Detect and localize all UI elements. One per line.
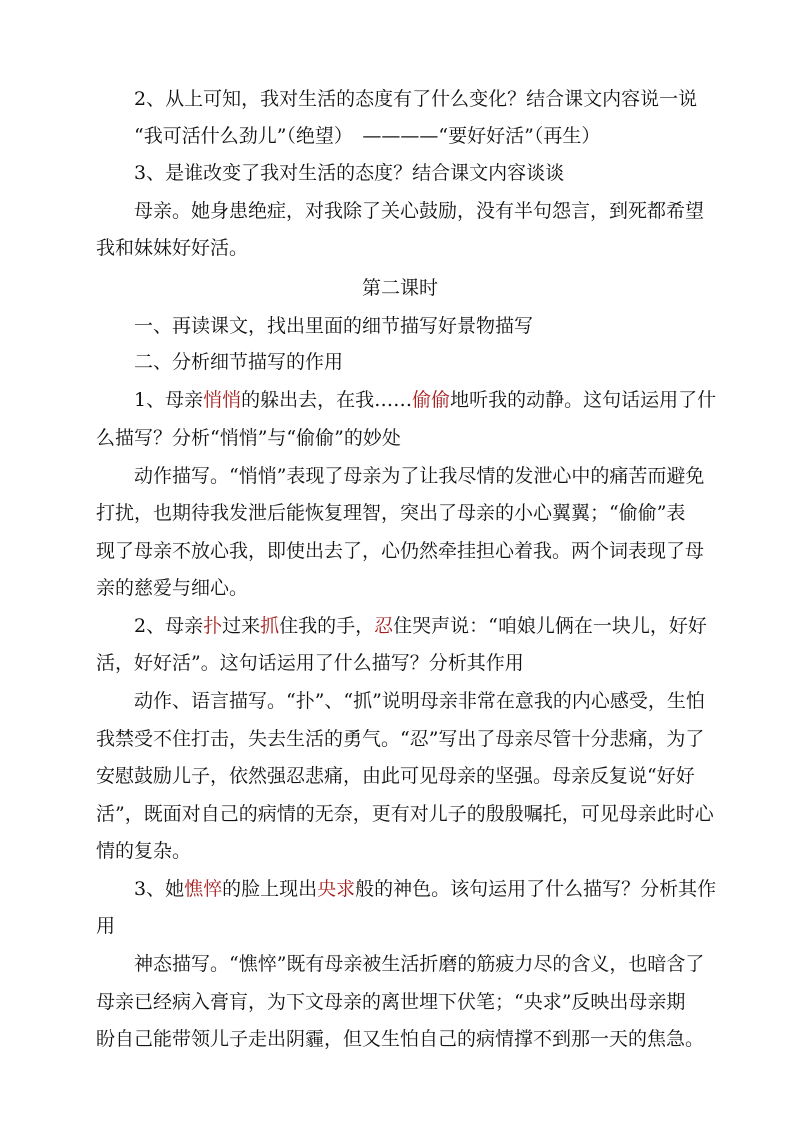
text-segment: 2、母亲 (134, 615, 204, 637)
text-line (96, 573, 248, 603)
text-segment: 母亲已经病入膏肓，为下文母亲的离世埋下伏笔；“央求”反映出母亲期 (96, 991, 686, 1013)
text-segment: 地听我的动静。这句话运用了什 (450, 389, 717, 411)
text-segment: 现了母亲不放心我，即使出去了，心仍然牵挂担心着我。两个词表现了母 (96, 540, 705, 562)
text-line (96, 196, 704, 226)
text-segment: 我和妹妹好好活。 (96, 237, 249, 259)
text-segment: 母亲。她身患绝症，对我除了关心鼓励，没有半句怨言，到死都希望 (134, 200, 705, 222)
text-segment: 3、是谁改变了我对生活的态度？结合课文内容谈谈 (134, 162, 565, 184)
text-segment: 二、分析细节描写的作用 (134, 351, 344, 373)
text-segment: 活，好好活”。这句话运用了什么描写？分析其作用 (96, 652, 524, 674)
text-line (96, 461, 704, 491)
text-segment: 般的神色。该句运用了什么描写？分析其作 (355, 878, 717, 900)
text-segment: 住哭声说：“咱娘儿俩在一块儿，好好 (393, 615, 707, 637)
highlighted-word: 悄悄 (203, 389, 242, 411)
text-line (96, 987, 685, 1017)
text-segment: 情的复杂。 (96, 840, 192, 862)
text-line (96, 686, 705, 716)
text-segment: 一、再读课文，找出里面的细节描写好景物描写 (134, 315, 534, 337)
text-line (96, 311, 533, 341)
text-segment: 动作描写。“悄悄”表现了母亲为了让我尽情的发泄心中的痛苦而避免 (134, 465, 705, 487)
highlighted-word: 忍 (374, 615, 394, 637)
text-line (96, 836, 191, 866)
text-line (96, 536, 704, 566)
text-segment: 盼自己能带领儿子走出阴霾，但又生怕自己的病情撑不到那一天的焦急。 (96, 1028, 705, 1050)
text-line (96, 385, 716, 415)
text-line (96, 158, 564, 188)
text-segment: 动作、语言描写。“扑”、“抓”说明母亲非常在意我的内心感受，生怕 (134, 690, 705, 712)
highlighted-word: 偷偷 (412, 389, 451, 411)
text-line (96, 1024, 704, 1054)
text-line (96, 347, 343, 377)
text-line (96, 799, 714, 829)
text-line (96, 423, 401, 453)
text-line (96, 724, 704, 754)
text-line (96, 911, 115, 941)
text-segment: 2、从上可知，我对生活的态度有了什么变化？结合课文内容说一说 (134, 88, 698, 110)
highlighted-word: 央求 (317, 878, 356, 900)
text-line (96, 949, 704, 979)
text-line (96, 611, 707, 641)
text-segment: 用 (96, 915, 116, 937)
highlighted-word: 憔悴 (184, 878, 223, 900)
text-line (96, 498, 685, 528)
text-segment: 第二课时 (361, 277, 438, 299)
text-segment: 3、她 (134, 878, 185, 900)
text-segment: 住我的手， (279, 615, 375, 637)
text-segment: 过来 (222, 615, 261, 637)
text-segment: 的脸上现出 (222, 878, 318, 900)
text-line (96, 874, 716, 904)
text-segment: 么描写？分析“悄悄”与“偷偷”的妙处 (96, 427, 401, 449)
text-line (96, 273, 704, 303)
text-segment: 1、母亲 (134, 389, 204, 411)
text-segment: 神态描写。“憔悴”既有母亲被生活折磨的筋疲力尽的含义，也暗含了 (134, 953, 705, 975)
text-line (96, 233, 248, 263)
text-line (96, 121, 600, 151)
text-segment: 我禁受不住打击，失去生活的勇气。“忍”写出了母亲尽管十分悲痛，为了 (96, 728, 705, 750)
highlighted-word: 扑 (203, 615, 223, 637)
text-line (96, 84, 697, 114)
text-segment: “我可活什么劲儿”（绝望） ————“要好好活”（再生） (134, 125, 601, 147)
text-segment: 亲的慈爱与细心。 (96, 577, 249, 599)
text-line (96, 648, 524, 678)
text-segment: 打扰，也期待我发泄后能恢复理智，突出了母亲的小心翼翼；“偷偷”表 (96, 502, 686, 524)
text-segment: 活”，既面对自己的病情的无奈，更有对儿子的殷殷嘱托，可见母亲此时心 (96, 803, 714, 825)
text-segment: 安慰鼓励儿子，依然强忍悲痛，由此可见母亲的坚强。母亲反复说“好好 (96, 765, 695, 787)
text-segment: 的躲出去，在我…… (241, 389, 413, 411)
highlighted-word: 抓 (260, 615, 280, 637)
text-line (96, 761, 695, 791)
